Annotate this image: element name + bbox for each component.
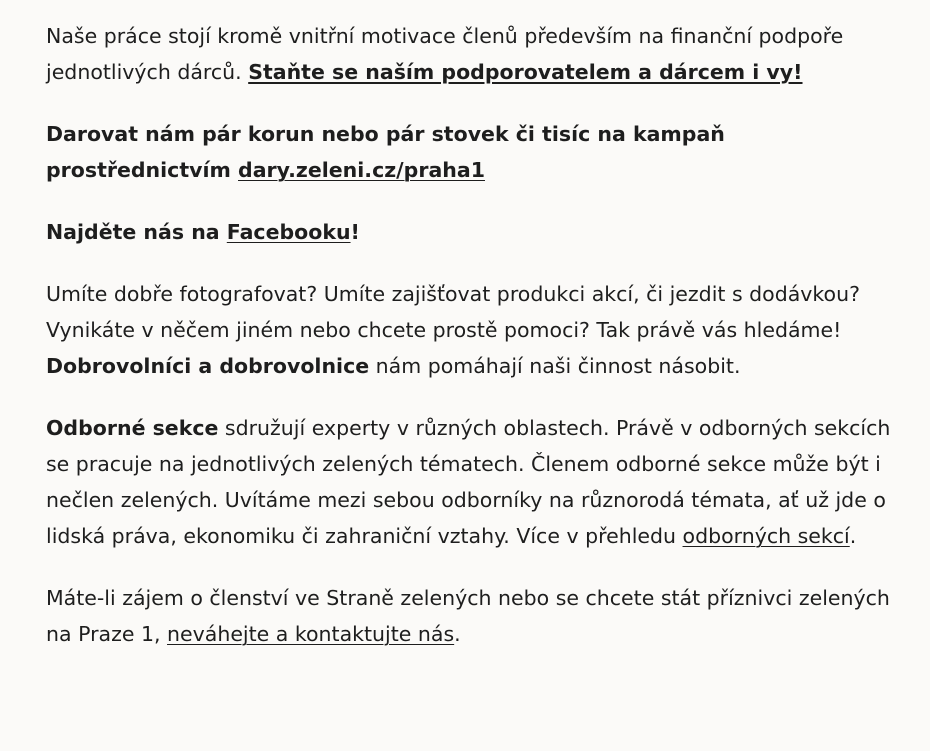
sections-paragraph	[46, 410, 916, 554]
contact-text: Máte-li zájem o členství ve Straně zelených nebo se chcete stát příznivci zelených na Praze 1,	[46, 586, 890, 646]
sections-text: sdružují experty v různých oblastech. Právě v odborných sekcích se pracuje na jednotlivých zelených tématech. Členem odborné sekce může být i nečlen zelených. Uvítáme mezi sebou odborníky na různorodá témata, ať už jde o lidská práva, ekonomiku či zahraniční vztahy. Více v přehledu	[46, 416, 891, 548]
facebook-link[interactable]: Facebooku	[226, 220, 351, 244]
donate-text: Darovat nám pár korun nebo pár stovek či tisíc na kampaň prostřednictvím	[46, 122, 725, 182]
donate-paragraph	[46, 116, 916, 188]
expert-sections-link[interactable]: odborných sekcí	[682, 524, 850, 548]
facebook-text: Najděte nás na	[46, 220, 227, 244]
become-donor-link[interactable]: Staňte se naším podporovatelem a dárcem i vy!	[248, 60, 803, 84]
contact-paragraph	[46, 580, 916, 652]
sections-bold: Odborné sekce	[46, 416, 219, 440]
donors-paragraph	[46, 18, 916, 90]
facebook-paragraph	[46, 214, 916, 250]
contact-suffix: .	[454, 622, 461, 646]
volunteers-paragraph	[46, 276, 916, 384]
sections-suffix: .	[849, 524, 857, 548]
volunteers-bold: Dobrovolníci a dobrovolnice	[46, 354, 370, 378]
facebook-suffix: !	[350, 220, 360, 244]
donors-text: Naše práce stojí kromě vnitřní motivace členů především na finanční podpoře jednotlivých dárců.	[46, 24, 844, 84]
volunteers-text: Umíte dobře fotografovat? Umíte zajišťovat produkci akcí, či jezdit s dodávkou? Vynikáte v něčem jiném nebo chcete prostě pomoci? Tak právě vás hledáme!	[46, 282, 860, 342]
contact-link[interactable]: neváhejte a kontaktujte nás	[167, 622, 455, 646]
donate-link[interactable]: dary.zeleni.cz/praha1	[238, 158, 485, 182]
volunteers-suffix: nám pomáhají naši činnost násobit.	[369, 354, 741, 378]
article-content	[46, 18, 916, 652]
